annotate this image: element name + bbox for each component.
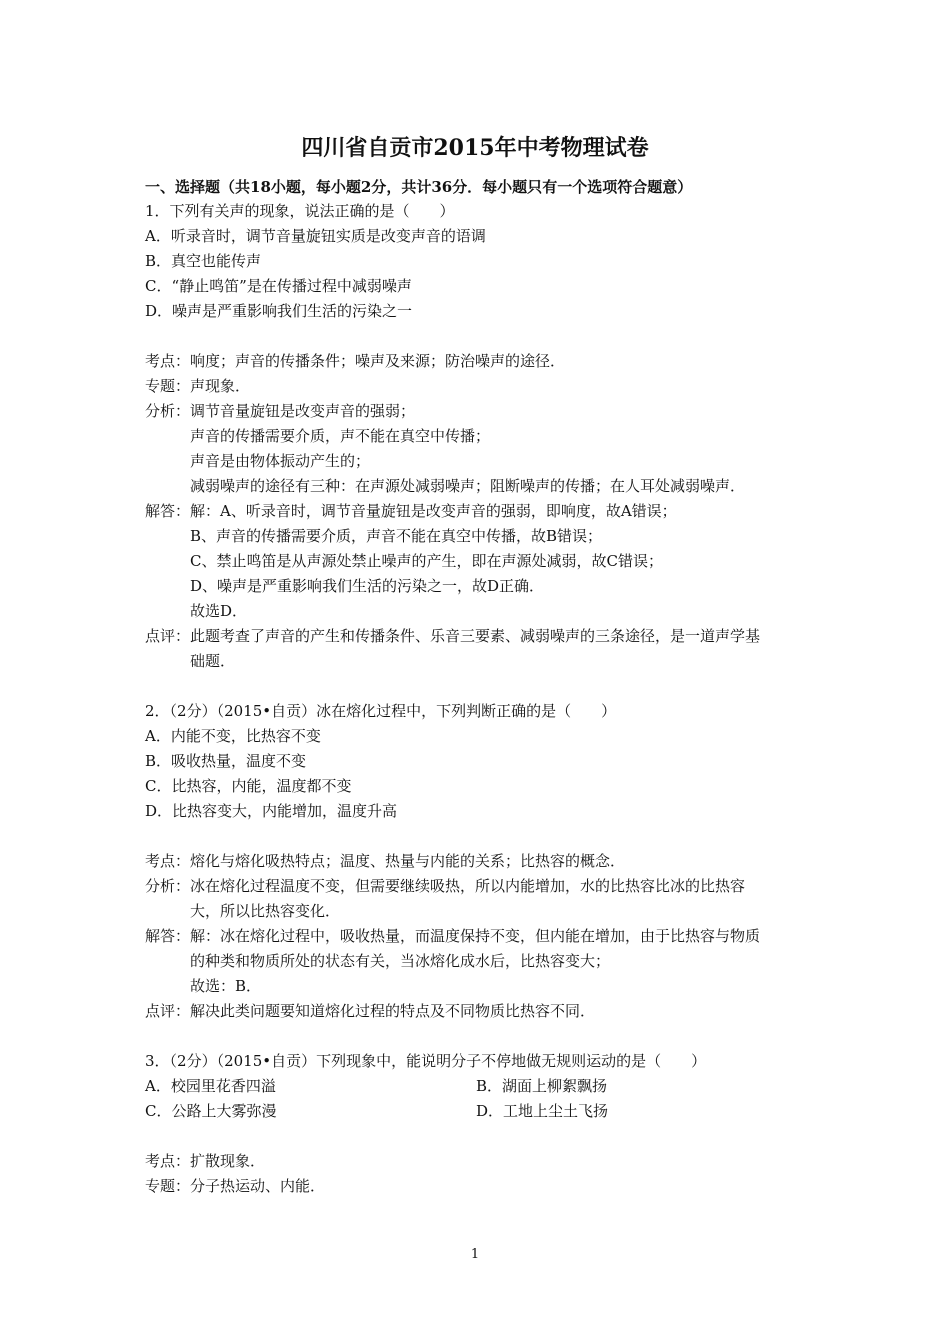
q3-option-d: D．工地上尘土飞扬 [476,1102,609,1120]
q3-zhuanti: 专题：分子热运动、内能． [145,1177,326,1195]
q3-kaodian: 考点：扩散现象． [145,1152,266,1170]
q1-kaodian: 考点：响度；声音的传播条件；噪声及来源；防治噪声的途径． [145,352,566,370]
q3-option-c: C．公路上大雾弥漫 [145,1102,277,1120]
q1-option-b: B．真空也能传声 [145,252,262,270]
q2-dianping: 点评：解决此类问题要知道熔化过程的特点及不同物质比热容不同． [145,1002,596,1020]
q1-dianping-2: 础题． [190,652,236,670]
q2-option-d: D．比热容变大，内能增加，温度升高 [145,802,398,820]
q1-fenxi-2: 声音的传播需要介质，声不能在真空中传播； [190,427,491,445]
q1-jieda-5: 故选D． [190,602,248,620]
q1-dianping-1: 点评：此题考查了声音的产生和传播条件、乐音三要素、减弱噪声的三条途径，是一道声学基 [145,627,761,645]
q2-jieda-2: 的种类和物质所处的状态有关，当冰熔化成水后，比热容变大； [190,952,611,970]
q1-option-c: C．“静止鸣笛”是在传播过程中减弱噪声 [145,277,412,295]
q1-fenxi-1: 分析：调节音量旋钮是改变声音的强弱； [145,402,416,420]
q3-stem: 3．（2分）（2015•自贡）下列现象中，能说明分子不停地做无规则运动的是（ ） [145,1052,707,1070]
q2-option-c: C．比热容，内能，温度都不变 [145,777,352,795]
q2-fenxi-2: 大，所以比热容变化． [190,902,341,920]
q1-jieda-4: D、噪声是严重影响我们生活的污染之一，故D正确． [190,577,545,595]
q2-kaodian: 考点：熔化与熔化吸热特点；温度、热量与内能的关系；比热容的概念． [145,852,626,870]
section-heading: 一、选择题（共18小题，每小题2分，共计36分．每小题只有一个选项符合题意） [145,178,693,196]
q1-zhuanti: 专题：声现象． [145,377,251,395]
q1-jieda-2: B、声音的传播需要介质，声音不能在真空中传播，故B错误； [190,527,603,545]
page-title: 四川省自贡市2015年中考物理试卷 [301,135,649,161]
q1-fenxi-3: 声音是由物体振动产生的； [190,452,371,470]
q3-option-b: B．湖面上柳絮飘扬 [476,1077,608,1095]
q1-jieda-3: C、禁止鸣笛是从声源处禁止噪声的产生，即在声源处减弱，故C错误； [190,552,663,570]
page-number: 1 [470,1247,480,1262]
q1-option-a: A．听录音时，调节音量旋钮实质是改变声音的语调 [145,227,486,245]
q2-jieda-1: 解答：解：冰在熔化过程中，吸收热量，而温度保持不变，但内能在增加，由于比热容与物质 [145,927,761,945]
q1-option-d: D．噪声是严重影响我们生活的污染之一 [145,302,413,320]
q2-fenxi-1: 分析：冰在熔化过程温度不变，但需要继续吸热，所以内能增加，水的比热容比冰的比热容 [145,877,746,895]
q1-jieda-1: 解答：解：A、听录音时，调节音量旋钮是改变声音的强弱，即响度，故A错误； [145,502,677,520]
q3-option-a: A．校园里花香四溢 [145,1077,276,1095]
q1-fenxi-4: 减弱噪声的途径有三种：在声源处减弱噪声；阻断噪声的传播；在人耳处减弱噪声． [190,477,746,495]
q2-option-b: B．吸收热量，温度不变 [145,752,307,770]
q2-option-a: A．内能不变，比热容不变 [145,727,321,745]
q2-stem: 2．（2分）（2015•自贡）冰在熔化过程中，下列判断正确的是（ ） [145,702,617,720]
q1-stem: 1．下列有关声的现象，说法正确的是（ ） [145,202,455,220]
q2-jieda-3: 故选：B． [190,977,262,995]
